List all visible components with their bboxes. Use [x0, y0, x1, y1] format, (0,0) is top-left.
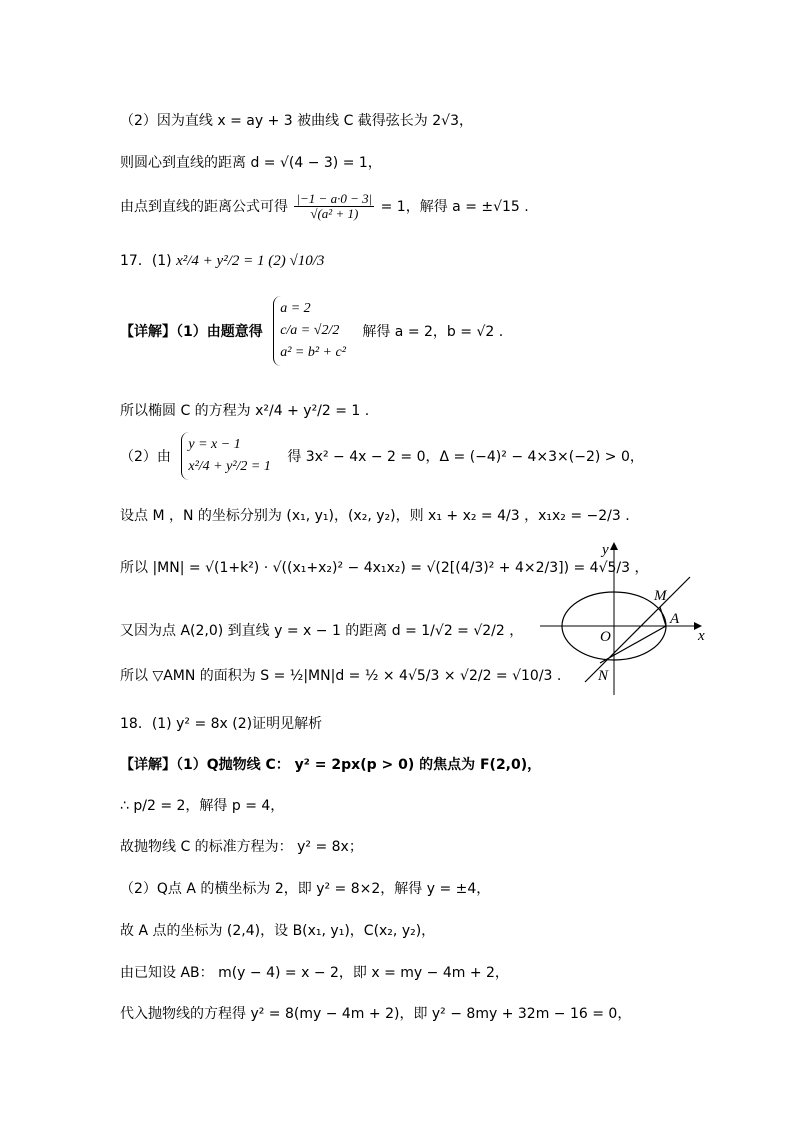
line-coordinates: 设点 M ，N 的坐标分别为 (x₁, y₁)，(x₂, y₂)，则 x₁ + x₂ = 4/3 ，x₁x₂ = −2/3 .	[120, 508, 630, 524]
detail-17-1	[120, 296, 503, 366]
system-1-row-3: a² = b² + c²	[280, 345, 346, 360]
label-o: O	[600, 629, 611, 645]
equation-system-2	[181, 432, 277, 480]
answer-17-label: 17．(1)	[120, 253, 172, 269]
line-distance-d: 又因为点 A(2,0) 到直线 y = x − 1 的距离 d = 1/√2 = √2/2 ，	[120, 623, 524, 639]
detail-17-1-result: 解得 a = 2，b = √2 .	[362, 324, 504, 340]
answer-17-content: x²/4 + y²/2 = 1 (2) √10/3	[176, 253, 325, 269]
detail-18-1: 【详解】（1）Q抛物线 C： y² = 2px(p > 0) 的焦点为 F(2,0)，	[120, 757, 542, 773]
answer-17	[120, 250, 324, 270]
line-ab-equation: 由已知设 AB： m(y − 4) = x − 2，即 x = my − 4m + 2，	[120, 965, 509, 981]
system-2-row-1: y = x − 1	[188, 437, 241, 452]
segment-am	[660, 607, 666, 626]
label-y: y	[602, 542, 609, 558]
line-area: 所以 ▽AMN 的面积为 S = ½|MN|d = ½ × 4√5/3 × √2/2 = √10/3 .	[120, 668, 562, 684]
line-point-a: 故 A 点的坐标为 (2,4)，设 B(x₁, y₁)，C(x₂, y₂)，	[120, 923, 436, 939]
equation-system-1	[273, 296, 352, 366]
line-3-result: = 1，解得 a = ±√15 .	[380, 198, 529, 215]
detail-17-1-label: 【详解】（1）由题意得	[120, 324, 263, 340]
line-parabola-equation: 故抛物线 C 的标准方程为： y² = 8x；	[120, 839, 363, 855]
y-axis-arrow-icon	[610, 542, 618, 550]
detail-17-2-result: 得 3x² − 4x − 2 = 0，Δ = (−4)² − 4×3×(−2) > 0，	[287, 449, 644, 465]
distance-numerator: |−1 − a·0 − 3|	[296, 191, 373, 206]
detail-18-2: （2）Q点 A 的横坐标为 2，即 y² = 8×2，解得 y = ±4，	[120, 881, 491, 897]
answer-18: 18．(1) y² = 8x (2)证明见解析	[120, 716, 323, 732]
ellipse-figure	[540, 540, 720, 700]
line-mn-length: 所以 |MN| = √(1+k²) · √((x₁+x₂)² − 4x₁x₂) = √(2[(4/3)² + 4×2/3]) = 4√5/3 ，	[120, 560, 649, 576]
label-m: M	[654, 588, 667, 604]
distance-denominator: √(a² + 1)	[310, 206, 359, 222]
line-1: （2）因为直线 x = ay + 3 被曲线 C 截得弦长为 2√3，	[120, 113, 473, 129]
line-p-solution: ∴ p/2 = 2，解得 p = 4，	[120, 798, 285, 814]
label-a: A	[670, 611, 680, 627]
label-n: N	[598, 668, 609, 684]
line-substitute: 代入抛物线的方程得 y² = 8(my − 4m + 2)，即 y² − 8my + 32m − 16 = 0，	[120, 1006, 632, 1022]
label-x: x	[698, 628, 705, 644]
detail-17-2	[120, 432, 644, 480]
line-3	[120, 192, 529, 222]
line-2: 则圆心到直线的距离 d = √(4 − 3) = 1，	[120, 155, 382, 171]
system-2-row-2: x²/4 + y²/2 = 1	[188, 459, 271, 474]
system-1-row-1: a = 2	[280, 301, 311, 316]
distance-fraction	[294, 192, 374, 222]
line-3-text: 由点到直线的距离公式可得	[120, 198, 288, 215]
detail-17-2-label: （2）由	[120, 449, 171, 465]
system-1-row-2: c/a = √2/2	[280, 323, 340, 338]
ellipse-equation-line: 所以椭圆 C 的方程为 x²/4 + y²/2 = 1 .	[120, 403, 370, 419]
